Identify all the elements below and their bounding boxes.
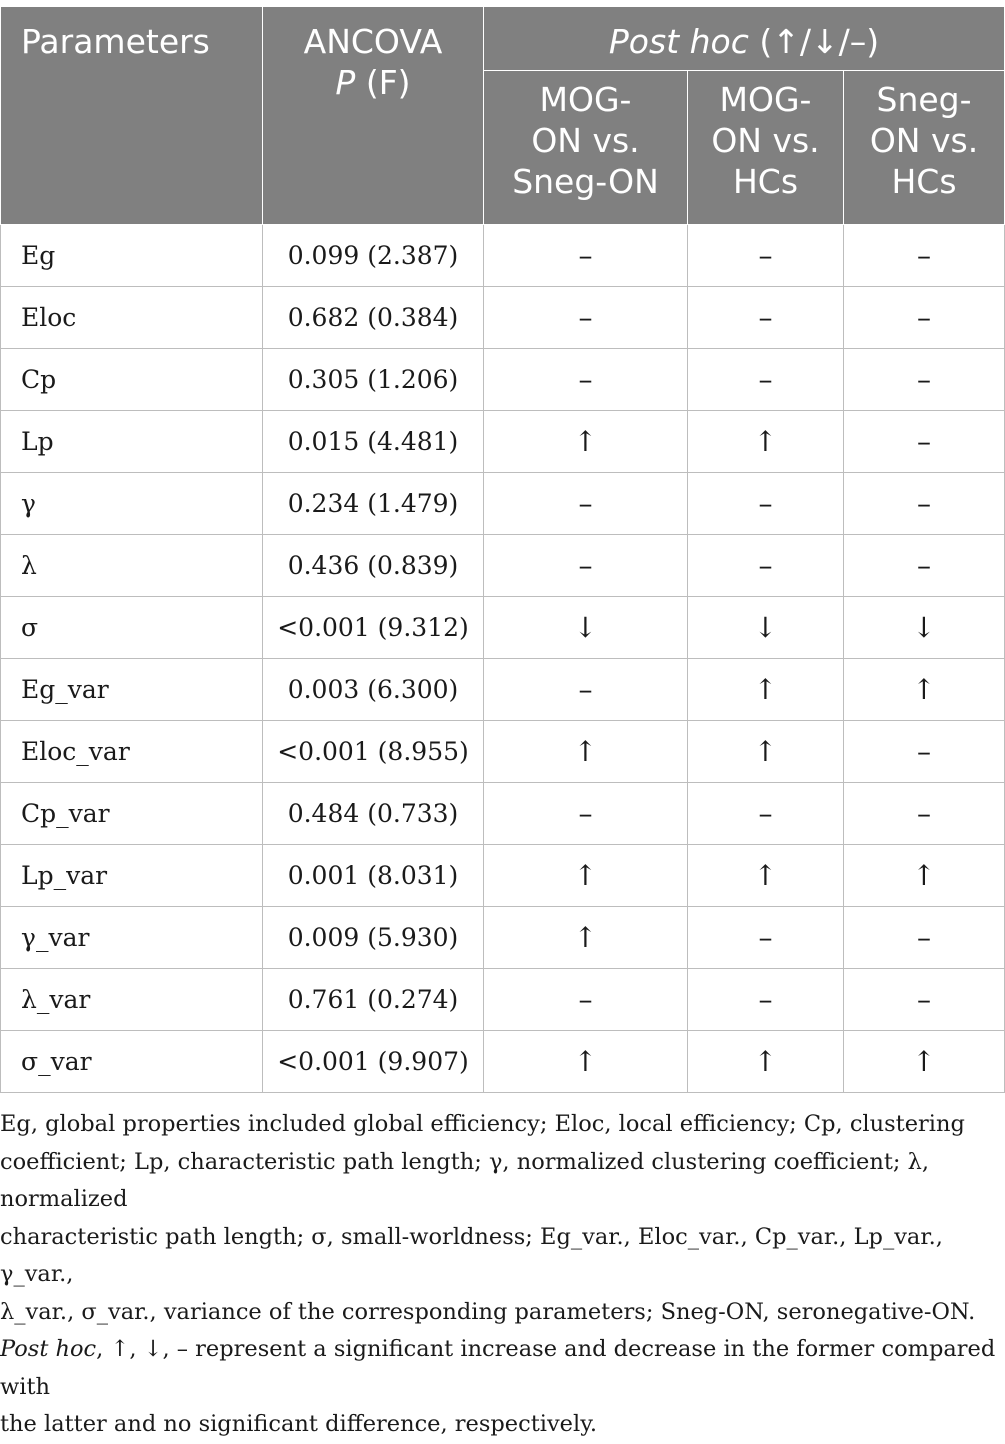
footnote-line: λ_var., σ_var., variance of the corresponding parameters; Sneg-ON, seronegative-ON. xyxy=(0,1298,976,1325)
posthoc-cell: ↑ xyxy=(484,907,688,969)
table-row xyxy=(1,907,1005,969)
posthoc-cell: – xyxy=(844,411,1005,473)
header-ancova-label: ANCOVA xyxy=(303,22,443,61)
param-cell: λ xyxy=(1,535,263,597)
header-sub2-line2: ON vs. xyxy=(711,121,820,160)
table-row xyxy=(1,411,1005,473)
header-sub2-line3: HCs xyxy=(732,162,799,201)
table-row xyxy=(1,721,1005,783)
posthoc-cell: – xyxy=(688,535,844,597)
ancova-cell: 0.003 (6.300) xyxy=(263,659,484,721)
posthoc-cell: ↑ xyxy=(688,1031,844,1093)
table-row xyxy=(1,783,1005,845)
posthoc-cell: – xyxy=(844,287,1005,349)
header-sub3-line1: Sneg- xyxy=(876,80,972,119)
ancova-cell: 0.001 (8.031) xyxy=(263,845,484,907)
posthoc-cell: – xyxy=(844,225,1005,287)
header-parameters-label: Parameters xyxy=(21,22,210,61)
header-mog-vs-hcs xyxy=(688,71,844,225)
posthoc-cell: ↑ xyxy=(688,721,844,783)
header-sub1-line1: MOG- xyxy=(539,80,632,119)
posthoc-cell: ↑ xyxy=(484,1031,688,1093)
posthoc-cell: ↑ xyxy=(844,659,1005,721)
posthoc-cell: – xyxy=(844,349,1005,411)
posthoc-cell: – xyxy=(844,969,1005,1031)
table-row xyxy=(1,473,1005,535)
posthoc-cell: ↑ xyxy=(484,411,688,473)
table-header xyxy=(1,7,1005,225)
posthoc-cell: – xyxy=(484,969,688,1031)
ancova-cell: <0.001 (8.955) xyxy=(263,721,484,783)
posthoc-cell: ↓ xyxy=(844,597,1005,659)
footnote-line: coefficient; Lp, characteristic path length; γ, normalized clustering coefficient; λ, normalized xyxy=(0,1148,930,1212)
header-ancova-p: P xyxy=(335,63,356,102)
posthoc-cell: ↓ xyxy=(688,597,844,659)
header-mog-vs-sneg xyxy=(484,71,688,225)
ancova-cell: 0.682 (0.384) xyxy=(263,287,484,349)
posthoc-cell: ↑ xyxy=(484,845,688,907)
header-sneg-vs-hcs xyxy=(844,71,1005,225)
posthoc-cell: – xyxy=(688,783,844,845)
footnote-posthoc-rest: , ↑, ↓, – represent a significant increase and decrease in the former compared with xyxy=(0,1336,996,1400)
table-row xyxy=(1,659,1005,721)
table-row xyxy=(1,349,1005,411)
table-row xyxy=(1,535,1005,597)
footnote-line: characteristic path length; σ, small-worldness; Eg_var., Eloc_var., Cp_var., Lp_var., γ_var., xyxy=(0,1223,943,1287)
param-cell: Lp_var xyxy=(1,845,263,907)
posthoc-cell: – xyxy=(484,783,688,845)
posthoc-cell: – xyxy=(484,659,688,721)
ancova-cell: 0.009 (5.930) xyxy=(263,907,484,969)
param-cell: σ xyxy=(1,597,263,659)
param-cell: Lp xyxy=(1,411,263,473)
header-parameters xyxy=(1,7,263,225)
table-body xyxy=(1,225,1005,1093)
table-row xyxy=(1,225,1005,287)
table-row xyxy=(1,1031,1005,1093)
header-ancova-f: (F) xyxy=(355,63,411,102)
posthoc-cell: ↑ xyxy=(844,845,1005,907)
ancova-cell: 0.436 (0.839) xyxy=(263,535,484,597)
posthoc-cell: – xyxy=(484,225,688,287)
posthoc-cell: – xyxy=(844,535,1005,597)
ancova-cell: <0.001 (9.312) xyxy=(263,597,484,659)
ancova-cell: 0.015 (4.481) xyxy=(263,411,484,473)
posthoc-cell: – xyxy=(484,287,688,349)
param-cell: σ_var xyxy=(1,1031,263,1093)
table-row xyxy=(1,597,1005,659)
posthoc-cell: ↑ xyxy=(688,659,844,721)
table-container xyxy=(0,6,1005,1444)
param-cell: Eloc xyxy=(1,287,263,349)
ancova-cell: <0.001 (9.907) xyxy=(263,1031,484,1093)
ancova-cell: 0.305 (1.206) xyxy=(263,349,484,411)
posthoc-cell: – xyxy=(844,783,1005,845)
ancova-cell: 0.099 (2.387) xyxy=(263,225,484,287)
posthoc-cell: ↓ xyxy=(484,597,688,659)
param-cell: Cp xyxy=(1,349,263,411)
posthoc-cell: – xyxy=(484,535,688,597)
results-table xyxy=(0,6,1005,1093)
posthoc-cell: ↑ xyxy=(844,1031,1005,1093)
posthoc-cell: ↑ xyxy=(484,721,688,783)
param-cell: Eg_var xyxy=(1,659,263,721)
param-cell: γ_var xyxy=(1,907,263,969)
ancova-cell: 0.234 (1.479) xyxy=(263,473,484,535)
param-cell: Eloc_var xyxy=(1,721,263,783)
footnote-line xyxy=(0,1331,1004,1406)
param-cell: γ xyxy=(1,473,263,535)
header-sub3-line3: HCs xyxy=(891,162,957,201)
posthoc-cell: – xyxy=(688,349,844,411)
posthoc-cell: – xyxy=(484,349,688,411)
header-posthoc-label: Post hoc xyxy=(608,22,749,61)
header-sub3-line2: ON vs. xyxy=(869,121,979,160)
posthoc-cell: ↑ xyxy=(688,411,844,473)
footnote-line: the latter and no significant difference, respectively. xyxy=(0,1411,598,1437)
param-cell: Eg xyxy=(1,225,263,287)
footnote-line: Eg, global properties included global efficiency; Eloc, local efficiency; Cp, clustering xyxy=(0,1111,965,1137)
table-row xyxy=(1,969,1005,1031)
table-row xyxy=(1,287,1005,349)
ancova-cell: 0.484 (0.733) xyxy=(263,783,484,845)
table-row xyxy=(1,845,1005,907)
param-cell: Cp_var xyxy=(1,783,263,845)
posthoc-cell: – xyxy=(688,287,844,349)
header-ancova xyxy=(263,7,484,225)
header-ancova-sub xyxy=(263,62,483,103)
posthoc-cell: – xyxy=(484,473,688,535)
param-cell: λ_var xyxy=(1,969,263,1031)
footnote-posthoc-italic: Post hoc xyxy=(0,1336,97,1362)
posthoc-cell: – xyxy=(688,969,844,1031)
table-footnote xyxy=(0,1106,1004,1444)
header-posthoc xyxy=(484,7,1005,71)
posthoc-cell: – xyxy=(688,225,844,287)
header-sub1-line3: Sneg-ON xyxy=(512,162,659,201)
header-sub1-line2: ON vs. xyxy=(531,121,640,160)
header-sub2-line1: MOG- xyxy=(719,80,812,119)
ancova-cell: 0.761 (0.274) xyxy=(263,969,484,1031)
header-posthoc-symbols: (↑/↓/–) xyxy=(748,22,880,61)
posthoc-cell: – xyxy=(688,473,844,535)
posthoc-cell: – xyxy=(844,473,1005,535)
posthoc-cell: – xyxy=(844,721,1005,783)
posthoc-cell: ↑ xyxy=(688,845,844,907)
posthoc-cell: – xyxy=(844,907,1005,969)
posthoc-cell: – xyxy=(688,907,844,969)
